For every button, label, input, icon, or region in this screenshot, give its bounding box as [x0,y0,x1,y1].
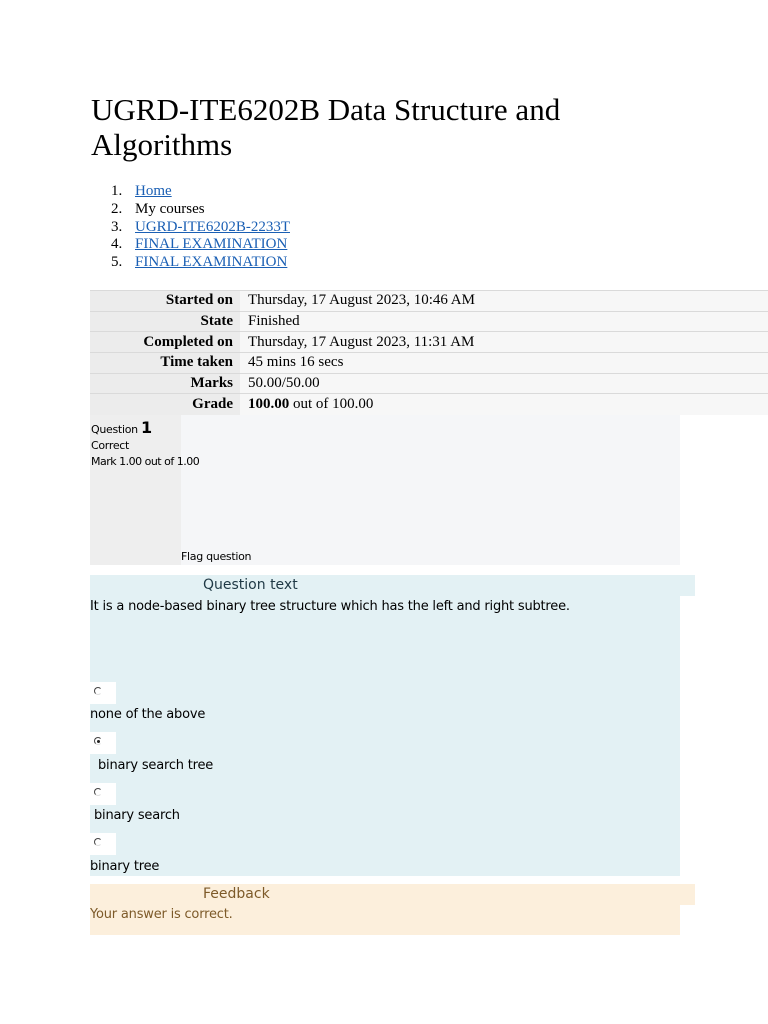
summary-row-state [90,311,768,332]
question-grade: Mark 1.00 out of 1.00 [91,455,200,468]
summary-label: Marks [90,373,240,394]
summary-row-grade [90,394,768,415]
breadcrumb-number: 1. [111,183,123,199]
summary-row-started [90,291,768,312]
breadcrumb-item [91,201,290,219]
summary-label: Started on [90,291,240,312]
breadcrumb-item [91,236,290,254]
summary-row-marks [90,373,768,394]
breadcrumb [91,183,290,272]
breadcrumb-item [91,254,290,272]
breadcrumb-item [91,183,290,201]
summary-value: Finished [240,311,768,332]
answer-option-radio[interactable] [90,732,116,754]
answer-option-label[interactable]: binary search tree [98,758,214,773]
summary-label: Time taken [90,353,240,374]
summary-label: State [90,311,240,332]
question-info-box [90,415,181,565]
feedback-text: Your answer is correct. [90,907,233,922]
breadcrumb-link-home[interactable]: Home [135,183,172,199]
answer-option-radio[interactable] [90,682,116,704]
radio-checked-icon [94,737,102,745]
page-title: UGRD-ITE6202B Data Structure and Algorithms [91,92,561,162]
feedback-panel [90,905,680,935]
question-number: 1 [141,418,152,437]
question-text: It is a node-based binary tree structure which has the left and right subtree. [90,599,570,614]
question-number-label: Question 1 [91,418,152,437]
flag-question-link[interactable]: Flag question [181,550,252,563]
summary-value: 50.00/50.00 [240,373,768,394]
summary-row-completed [90,332,768,353]
grade-score: 100.00 [248,396,290,413]
summary-value [240,394,768,415]
summary-row-time-taken [90,353,768,374]
question-text-heading: Question text [90,575,695,596]
question-state: Correct [91,439,130,452]
summary-value: Thursday, 17 August 2023, 10:46 AM [240,291,768,312]
answer-option-label[interactable]: none of the above [90,707,206,722]
question-content [90,596,680,876]
breadcrumb-my-courses: My courses [135,200,205,217]
answer-option-label[interactable]: binary search [94,808,180,823]
radio-unchecked-icon [94,687,102,695]
breadcrumb-item [91,219,290,237]
attempt-summary-table [90,290,768,415]
breadcrumb-link-course[interactable]: UGRD-ITE6202B-2233T [135,218,290,235]
summary-value: Thursday, 17 August 2023, 11:31 AM [240,332,768,353]
breadcrumb-number: 2. [111,200,123,217]
summary-label: Grade [90,394,240,415]
radio-unchecked-icon [94,788,102,796]
breadcrumb-number: 4. [111,236,123,253]
summary-label: Completed on [90,332,240,353]
grade-out-of: out of 100.00 [289,396,374,413]
answer-option-label[interactable]: binary tree [90,859,160,874]
question-info-panel [90,415,680,565]
radio-unchecked-icon [94,838,102,846]
breadcrumb-number: 3. [111,218,123,235]
answer-option-radio[interactable] [90,783,116,805]
summary-value: 45 mins 16 secs [240,353,768,374]
feedback-heading: Feedback [90,884,695,905]
breadcrumb-link-final-exam-quiz[interactable]: FINAL EXAMINATION [135,254,288,271]
answer-option-radio[interactable] [90,833,116,855]
breadcrumb-number: 5. [111,254,123,271]
breadcrumb-link-final-exam-section[interactable]: FINAL EXAMINATION [135,236,288,253]
